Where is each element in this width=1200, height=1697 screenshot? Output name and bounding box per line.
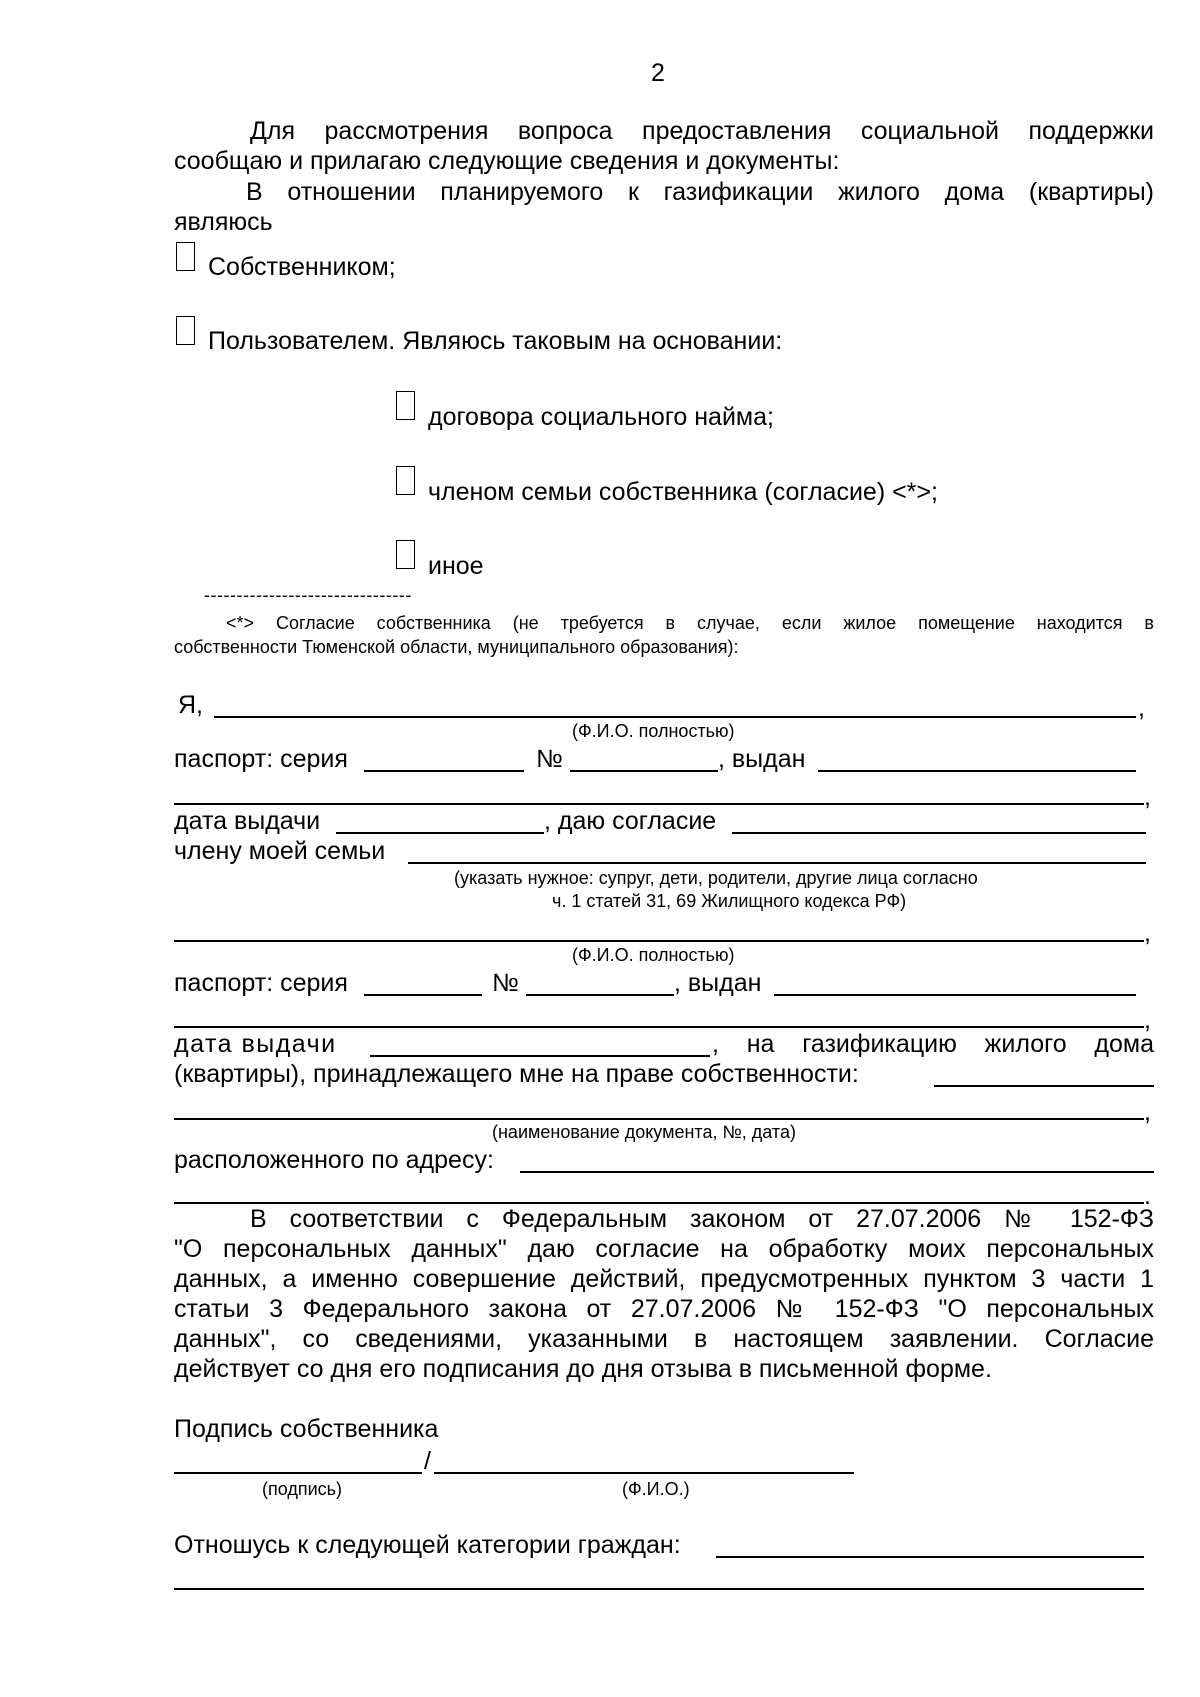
passport-series-label-2: паспорт: серия xyxy=(174,969,348,997)
personal-data-line-2: "О персональных данных" даю согласие на обработку моих персональных xyxy=(174,1235,1154,1263)
consent-field[interactable] xyxy=(732,832,1146,834)
comma: , xyxy=(1138,694,1145,722)
other-option-label: иное xyxy=(428,552,484,580)
family-fio-field[interactable] xyxy=(174,940,1144,942)
address-field[interactable] xyxy=(520,1171,1154,1173)
address-label: расположенного по адресу: xyxy=(174,1146,494,1174)
user-option-label: Пользователем. Являюсь таковым на основании: xyxy=(208,327,783,355)
issued-label-2: , выдан xyxy=(674,969,762,997)
signature-field[interactable] xyxy=(174,1472,422,1474)
ownership-doc-field-cont[interactable] xyxy=(174,1118,1144,1120)
owner-fio-field[interactable] xyxy=(214,716,1136,718)
comma: , xyxy=(1144,783,1151,811)
footnote-separator: -------------------------------- xyxy=(204,585,412,605)
number-sign-2: № xyxy=(492,969,519,997)
issue-date-field-2[interactable] xyxy=(370,1055,710,1057)
signature-label: Подпись собственника xyxy=(174,1415,439,1443)
sign-hint: (подпись) xyxy=(262,1479,343,1499)
issue-date-label-2: дата выдачи xyxy=(174,1030,337,1058)
family-option-label: членом семьи собственника (согласие) <*>; xyxy=(428,478,938,506)
family-checkbox[interactable] xyxy=(396,466,415,495)
personal-data-line-6: действует со дня его подписания до дня отзыва в письменной форме. xyxy=(174,1355,992,1383)
issued-by-field-cont[interactable] xyxy=(174,803,1144,805)
passport-series-label: паспорт: серия xyxy=(174,745,348,773)
issued-by-field-2[interactable] xyxy=(774,994,1136,996)
passport-number-field-2[interactable] xyxy=(526,994,674,996)
give-consent-label: , даю согласие xyxy=(544,807,717,835)
other-checkbox[interactable] xyxy=(396,540,415,569)
personal-data-line-5: данных", со сведениями, указанными в настоящем заявлении. Согласие xyxy=(174,1325,1154,1353)
issued-by-field[interactable] xyxy=(818,770,1136,772)
footnote-line-1: <*> Согласие собственника (не требуется в случае, если жилое помещение находится в xyxy=(226,613,1154,633)
doc-hint: (наименование документа, №, дата) xyxy=(492,1122,796,1142)
relation-hint-1: (указать нужное: супруг, дети, родители, другие лица согласно xyxy=(454,868,978,888)
intro-line-1: Для рассмотрения вопроса предоставления социальной поддержки xyxy=(250,117,1154,145)
user-checkbox[interactable] xyxy=(176,316,195,345)
intro-line-3: В отношении планируемого к газификации жилого дома (квартиры) xyxy=(246,178,1154,206)
family-member-field[interactable] xyxy=(408,862,1146,864)
ya-label: Я, xyxy=(178,691,203,719)
intro-line-4: являюсь xyxy=(174,208,273,236)
comma: , xyxy=(1144,919,1151,947)
personal-data-line-3: данных, а именно совершение действий, предусмотренных пунктом 3 части 1 xyxy=(174,1265,1154,1293)
signature-slash: / xyxy=(424,1447,431,1475)
passport-number-field[interactable] xyxy=(570,770,718,772)
intro-line-2: сообщаю и прилагаю следующие сведения и документы: xyxy=(174,147,840,175)
category-label: Отношусь к следующей категории граждан: xyxy=(174,1531,681,1559)
gasification-label: , на газификацию жилого дома xyxy=(712,1030,1154,1058)
family-member-label: члену моей семьи xyxy=(174,837,386,865)
personal-data-line-4: статьи 3 Федерального закона от 27.07.2006 № 152-ФЗ "О персональных xyxy=(174,1295,1154,1323)
contract-checkbox[interactable] xyxy=(396,391,415,420)
signature-fio-hint: (Ф.И.О.) xyxy=(622,1479,690,1499)
category-field[interactable] xyxy=(716,1556,1144,1558)
personal-data-line-1: В соответствии с Федеральным законом от 27.07.2006 № 152-ФЗ xyxy=(250,1205,1154,1233)
passport-series-field[interactable] xyxy=(364,770,524,772)
number-sign: № xyxy=(536,745,563,773)
comma: , xyxy=(1144,1098,1151,1126)
category-field-cont[interactable] xyxy=(174,1588,1144,1590)
passport-series-field-2[interactable] xyxy=(364,994,482,996)
owner-option-label: Собственником; xyxy=(208,253,396,281)
relation-hint-2: ч. 1 статей 31, 69 Жилищного кодекса РФ) xyxy=(552,891,907,911)
contract-option-label: договора социального найма; xyxy=(428,403,774,431)
period: . xyxy=(1144,1182,1151,1210)
fio-hint: (Ф.И.О. полностью) xyxy=(572,721,735,741)
comma: , xyxy=(1144,1006,1151,1034)
issue-date-field[interactable] xyxy=(336,832,544,834)
page-number: 2 xyxy=(651,59,665,87)
issued-label: , выдан xyxy=(718,745,806,773)
owner-checkbox[interactable] xyxy=(176,242,195,271)
ownership-doc-field[interactable] xyxy=(934,1085,1154,1087)
apartment-line: (квартиры), принадлежащего мне на праве собственности: xyxy=(174,1060,859,1088)
issue-date-label: дата выдачи xyxy=(174,807,321,835)
footnote-line-2: собственности Тюменской области, муниципального образования): xyxy=(174,637,739,657)
issued-by-field-2-cont[interactable] xyxy=(174,1026,1144,1028)
signature-fio-field[interactable] xyxy=(434,1472,854,1474)
fio-hint-2: (Ф.И.О. полностью) xyxy=(572,945,735,965)
